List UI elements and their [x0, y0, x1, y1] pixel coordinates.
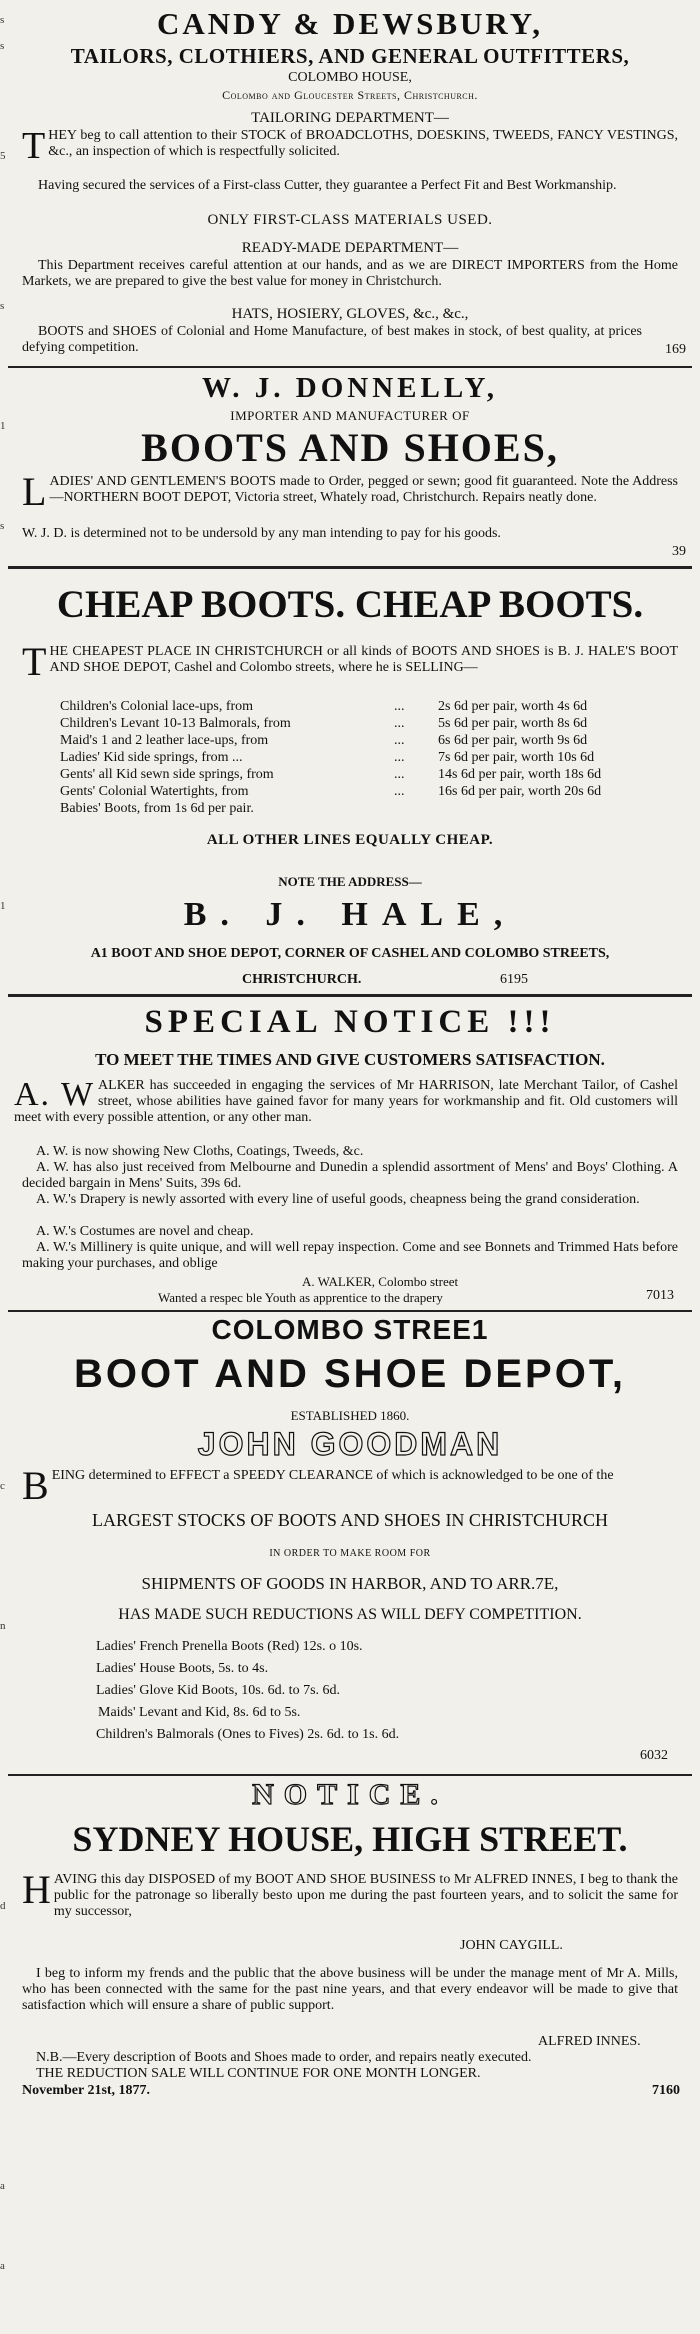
ad-number: 7013	[646, 1288, 674, 1303]
signature: JOHN CAYGILL.	[460, 1938, 563, 1953]
margin-mark: s	[0, 14, 5, 26]
price-row	[58, 766, 603, 783]
reductions-line: HAS MADE SUCH REDUCTIONS AS WILL DEFY COMPETITION.	[118, 1606, 582, 1623]
divider	[8, 1310, 692, 1312]
house-name: COLOMBO HOUSE,	[288, 70, 412, 85]
ad-role: IMPORTER AND MANUFACTURER OF	[230, 408, 470, 423]
margin-mark: n	[0, 1620, 6, 1632]
price-value: 5s 6d per pair, worth 8s 6d	[438, 715, 588, 731]
innes-paragraph: I beg to inform my frends and the public that the above business will be under the manage ment of Mr A. Mills, who has been connected with the same for the past nine years, and that every endeavor will be made to give that satisfaction which will ensure a share of public support.	[22, 1966, 678, 2013]
cutter-paragraph: Having secured the services of a First-class Cutter, they guarantee a Perfect Fit and Best Workmanship.	[38, 178, 617, 193]
hats-line: HATS, HOSIERY, GLOVES, &c., &c.,	[231, 306, 469, 322]
ad-headline: BOOT AND SHOE DEPOT,	[74, 1352, 626, 1396]
price-row	[58, 732, 603, 749]
margin-mark: s	[0, 300, 5, 312]
price-row	[58, 749, 603, 766]
ad-headline: SYDNEY HOUSE, HIGH STREET.	[72, 1819, 628, 1859]
order-line: IN ORDER TO MAKE ROOM FOR	[269, 1548, 431, 1559]
price-value	[436, 800, 603, 817]
price-value: 14s 6d per pair, worth 18s 6d	[438, 766, 602, 782]
margin-mark: 5	[0, 150, 6, 162]
donnelly-paragraph	[22, 469, 678, 514]
walker-paragraph-6: A. W.'s Millinery is quite unique, and will well repay inspection. Come and see Bonnets and Trimmed Hats before making your purchases, and oblige	[22, 1240, 678, 1271]
price-leader: ...	[394, 783, 405, 799]
price-row	[58, 715, 603, 732]
drop-cap: L	[22, 469, 47, 514]
goodman-price-list	[96, 1636, 656, 1746]
ad-number: 39	[672, 544, 686, 559]
caygill-paragraph	[22, 1867, 678, 1920]
divider	[8, 366, 692, 368]
price-leader: ...	[394, 749, 405, 765]
ad-subhead: TO MEET THE TIMES AND GIVE CUSTOMERS SATISFACTION.	[95, 1050, 605, 1069]
tailoring-paragraph	[22, 125, 678, 167]
margin-mark: c	[0, 1480, 5, 1492]
ad-subtitle: TAILORS, CLOTHIERS, AND GENERAL OUTFITTERS,	[70, 44, 630, 68]
margin-mark: d	[0, 1900, 6, 1912]
section-heading: READY-MADE DEPARTMENT—	[241, 240, 459, 256]
paragraph-text: EING determined to EFFECT a SPEEDY CLEARANCE of which is acknowledged to be one of the	[51, 1468, 614, 1483]
wanted-line: Wanted a respec ble Youth as apprentice to the drapery	[158, 1290, 443, 1305]
boots-paragraph: BOOTS and SHOES of Colonial and Home Manufacture, of best makes in stock, of best quality, at prices defying competition.	[22, 324, 642, 355]
drop-cap: H	[22, 1867, 51, 1912]
walker-paragraph-5: A. W.'s Costumes are novel and cheap.	[36, 1224, 254, 1239]
paragraph-text: ALKER has succeeded in engaging the services of Mr HARRISON, late Merchant Tailor, of Cashel street, whose abilities have gained favor for many years for workmanship and fit. Old customers will meet with every possible attention, or any other man.	[14, 1078, 678, 1125]
walker-paragraph-2: A. W. is now showing New Cloths, Coatings, Tweeds, &c.	[36, 1144, 364, 1159]
price-row	[58, 800, 603, 817]
price-value: 6s 6d per pair, worth 9s 6d	[438, 732, 588, 748]
margin-mark: s	[0, 40, 5, 52]
sale-line: THE REDUCTION SALE WILL CONTINUE FOR ONE MONTH LONGER.	[36, 2066, 481, 2081]
price-leader	[392, 800, 436, 817]
price-item: Ladies' Kid side springs, from ...	[60, 749, 243, 765]
walker-paragraph-4: A. W.'s Drapery is newly assorted with every line of useful goods, cheapness being the grand consideration.	[36, 1192, 640, 1207]
margin-mark: 1	[0, 420, 6, 432]
price-leader: ...	[394, 766, 405, 782]
price-item: Maid's 1 and 2 leather lace-ups, from	[60, 732, 269, 748]
nb-paragraph: N.B.—Every description of Boots and Shoes made to order, and repairs neatly executed.	[36, 2050, 532, 2065]
price-value: 2s 6d per pair, worth 4s 6d	[438, 698, 588, 714]
shipments-line: SHIPMENTS OF GOODS IN HARBOR, AND TO ARR.7E,	[141, 1574, 559, 1593]
cheap-line: ALL OTHER LINES EQUALLY CHEAP.	[206, 832, 494, 848]
price-item: Gents' all Kid sewn side springs, from	[60, 766, 274, 782]
divider	[8, 994, 692, 997]
ad-headline: CHEAP BOOTS. CHEAP BOOTS.	[56, 583, 644, 626]
readymade-paragraph: This Department receives careful attention at our hands, and as we are DIRECT IMPORTERS from the Home Markets, we are prepared to give the best value for money in Christchurch.	[22, 258, 678, 289]
drop-cap: A. W	[14, 1076, 96, 1113]
materials-line: ONLY FIRST-CLASS MATERIALS USED.	[207, 212, 493, 228]
ad-title: JOHN GOODMAN	[197, 1426, 503, 1462]
price-value: 16s 6d per pair, worth 20s 6d	[438, 783, 602, 799]
ad-title: CANDY & DEWSBURY,	[156, 6, 544, 41]
established: ESTABLISHED 1860.	[290, 1408, 410, 1423]
price-leader: ...	[394, 698, 405, 714]
paragraph-text: ADIES' AND GENTLEMEN'S BOOTS made to Order, pegged or sewn; good fit guaranteed. Note the Address—NORTHERN BOOT DEPOT, Victoria street, Whately road, Christchurch. Repairs neatly done.	[49, 474, 678, 505]
price-leader: ...	[394, 715, 405, 731]
ad-title: W. J. DONNELLY,	[201, 372, 499, 404]
walker-paragraph	[14, 1078, 678, 1126]
ad-title: B. J. HALE,	[183, 896, 517, 933]
margin-mark: s	[0, 520, 5, 532]
ad-number: 6195	[500, 972, 528, 987]
price-item: Babies' Boots, from 1s 6d per pair.	[60, 800, 254, 816]
hale-intro	[22, 639, 678, 684]
drop-cap: T	[22, 125, 46, 167]
margin-mark: a	[0, 2180, 5, 2192]
price-value: 7s 6d per pair, worth 10s 6d	[438, 749, 595, 765]
ad-street: COLOMBO STREE1	[211, 1314, 489, 1345]
divider	[8, 566, 692, 569]
ad-number: 7160	[652, 2083, 680, 2098]
ad-headline: SPECIAL NOTICE !!!	[144, 1004, 556, 1040]
drop-cap: B	[22, 1463, 49, 1508]
goodman-price-item: Children's Balmorals (Ones to Fives) 2s. 6d. to 1s. 6d.	[96, 1727, 400, 1742]
goodman-price-item: Ladies' House Boots, 5s. to 4s.	[96, 1661, 269, 1676]
paragraph-text: AVING this day DISPOSED of my BOOT AND SHOE BUSINESS to Mr ALFRED INNES, I beg to thank the public for the patronage so liberally besto upon me during the past fourteen years, and to solicit the same for my successor,	[53, 1872, 678, 1919]
signature: ALFRED INNES.	[538, 2034, 641, 2049]
goodman-price-item: Ladies' French Prenella Boots (Red) 12s. o 10s.	[96, 1639, 363, 1654]
ad-number: 6032	[640, 1748, 668, 1763]
price-item: Gents' Colonial Watertights, from	[60, 783, 249, 799]
goodman-price-item: Maids' Levant and Kid, 8s. 6d to 5s.	[98, 1705, 301, 1720]
donnelly-paragraph-2: W. J. D. is determined not to be undersold by any man intending to pay for his goods.	[22, 526, 501, 541]
walker-paragraph-3: A. W. has also just received from Melbourne and Dunedin a splendid assortment of Mens' and Boys' Clothing. A decided bargain in Mens' Suits, 39s 6d.	[22, 1160, 678, 1191]
margin-mark: 1	[0, 900, 6, 912]
price-item: Children's Colonial lace-ups, from	[60, 698, 254, 714]
note-address: NOTE THE ADDRESS—	[278, 874, 422, 889]
price-row	[58, 698, 603, 715]
price-row	[58, 783, 603, 800]
date-line: November 21st, 1877.	[22, 2083, 151, 2098]
largest-line: LARGEST STOCKS OF BOOTS AND SHOES IN CHRISTCHURCH	[92, 1510, 608, 1530]
paragraph-text: HE CHEAPEST PLACE IN CHRISTCHURCH or all kinds of BOOTS AND SHOES is B. J. HALE'S BOOT AND SHOE DEPOT, Cashel and Colombo streets, where he is SELLING—	[49, 644, 678, 675]
price-list	[58, 698, 603, 817]
paragraph-text: HEY beg to call attention to their STOCK of BROADCLOTHS, DOESKINS, TWEEDS, FANCY VESTINGS, &c., an inspection of which is respectfully solicited.	[48, 128, 678, 159]
price-item: Children's Levant 10-13 Balmorals, from	[60, 715, 291, 731]
ad-headline: BOOTS AND SHOES,	[141, 425, 559, 470]
goodman-intro	[22, 1463, 678, 1508]
location: Colombo and Gloucester Streets, Christchurch.	[222, 88, 478, 102]
address-line: A1 BOOT AND SHOE DEPOT, CORNER OF CASHEL AND COLOMBO STREETS,	[90, 946, 610, 961]
margin-mark: a	[0, 2260, 5, 2272]
divider	[8, 1774, 692, 1776]
ad-notice: NOTICE.	[252, 1778, 448, 1811]
signature: A. WALKER, Colombo street	[302, 1274, 459, 1289]
ad-number: 169	[665, 342, 686, 357]
section-heading: TAILORING DEPARTMENT—	[251, 110, 449, 126]
drop-cap: T	[22, 639, 47, 684]
price-leader: ...	[394, 732, 405, 748]
goodman-price-item: Ladies' Glove Kid Boots, 10s. 6d. to 7s. 6d.	[96, 1683, 341, 1698]
city: CHRISTCHURCH.	[242, 972, 362, 987]
